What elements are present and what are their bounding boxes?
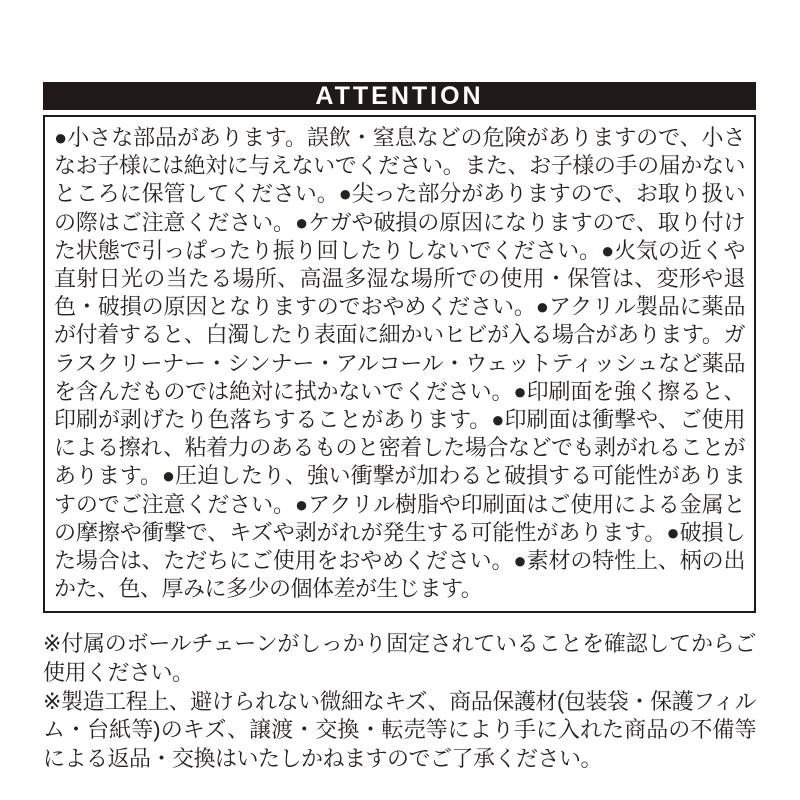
warning-box [43,115,756,613]
warning-item-sharp-parts: ●尖った部分がありますので、お取り扱いの際はご注意ください。 [54,181,745,235]
attention-header-bar [43,82,756,110]
note-manufacturing: ※製造工程上、避けられない微細なキズ、商品保護材(包装袋・保護フィルム・台紙等)のキズ、譲渡・交換・転売等により手に入れた商品の不備等による返品・交換はいたしかねますのでご了承ください。 [43,688,756,771]
warning-item-print-peeling: ●印刷面は衝撃や、ご使用による擦れ、粘着力のあるものと密着した場合などでも剥がれることがあります。 [54,407,745,489]
warning-item-heat-sunlight: ●火気の近くや直射日光の当たる場所、高温多湿な場所での使用・保管は、変形や退色・破損の原因となりますのでおやめください。 [54,237,745,320]
warning-item-pulling: ●ケガや破損の原因になりますので、取り付けた状態で引っぱったり振り回したりしないでください。 [54,209,745,263]
warning-item-breakage: ●破損した場合は、ただちにご使用をおやめください。 [54,519,745,574]
note-ball-chain: ※付属のボールチェーンがしっかり固定されていることを確認してからご使用ください。 [43,631,756,686]
attention-title: ATTENTION [315,81,484,110]
notes-section [43,630,756,773]
warning-item-metal-friction: ●アクリル樹脂や印刷面はご使用による金属との摩擦や衝撃で、キズや剥がれが発生する可能性があります。 [54,491,745,545]
attention-sheet [43,82,756,773]
warning-item-small-parts: ●小さな部品があります。誤飲・窒息などの危険がありますので、小さなお子様には絶対に与えないでください。また、お子様の手の届かないところに保管してください。 [54,125,745,207]
warning-item-material-variance: ●素材の特性上、柄の出かた、色、厚みに多少の個体差が生じます。 [54,548,745,602]
warning-item-rubbing-print: ●印刷面を強く擦ると、印刷が剥げたり色落ちすることがあります。 [54,378,745,433]
warning-item-pressure: ●圧迫したり、強い衝撃が加わると破損する可能性がありますのでご注意ください。 [54,463,745,517]
warning-item-chemicals: ●アクリル製品に薬品が付着すると、白濁したり表面に細かいヒビが入る場合があります。ガラスクリーナー・シンナー・アルコール・ウェットティッシュなど薬品を含んだものでは絶対に拭かないでください。 [54,294,745,404]
warning-text [54,124,745,603]
